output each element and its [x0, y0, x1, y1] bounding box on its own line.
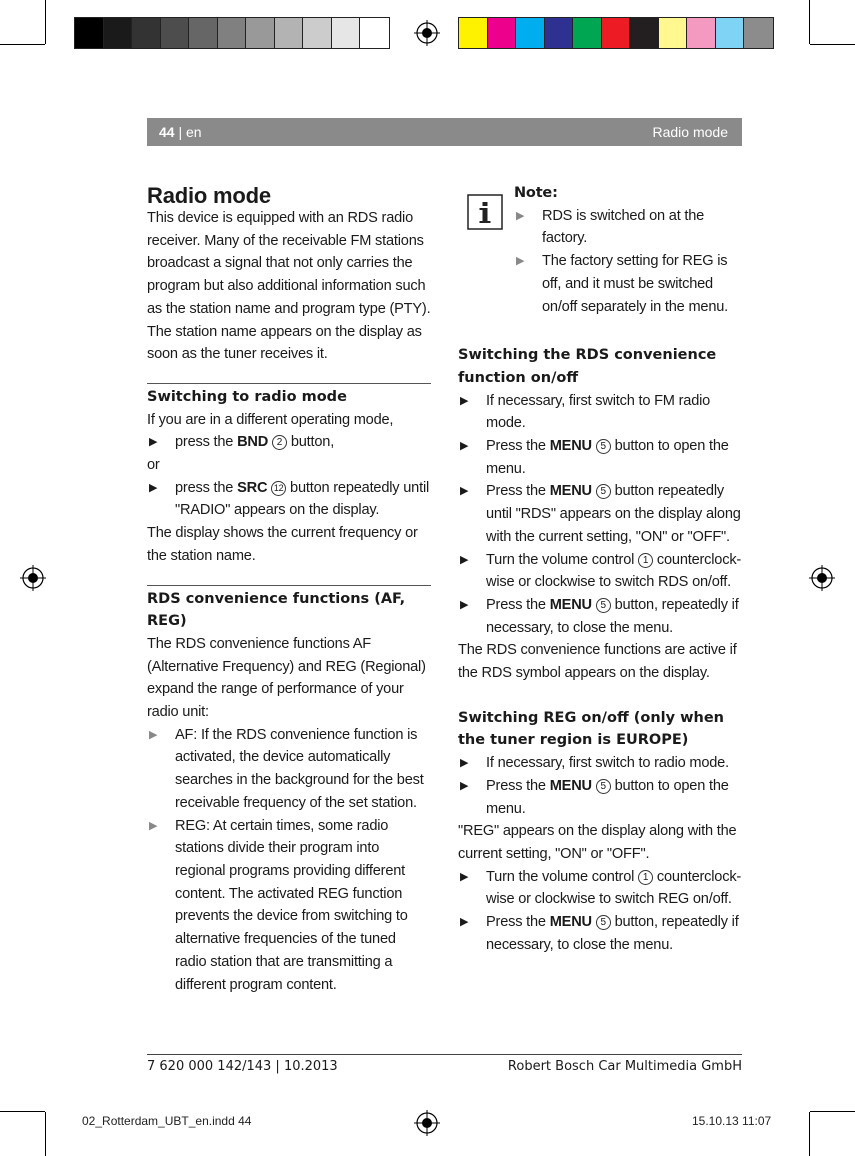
crop-mark [45, 0, 46, 44]
control-number-badge: 1 [638, 870, 653, 885]
crop-mark [0, 44, 45, 45]
file-slug: 02_Rotterdam_UBT_en.indd 44 [82, 1114, 252, 1128]
page-footer [147, 1054, 742, 1074]
color-swatch [488, 18, 517, 48]
crop-mark [809, 0, 810, 44]
paragraph: or [147, 457, 160, 474]
color-swatch [459, 18, 488, 48]
color-swatch [744, 18, 773, 48]
control-number-badge: 2 [272, 435, 287, 450]
triangle-bullet-icon: ▶ [460, 779, 469, 792]
crop-mark [809, 1112, 810, 1156]
control-number-badge: 12 [271, 481, 286, 496]
page-header [147, 118, 742, 146]
control-number-badge: 5 [596, 915, 611, 930]
color-swatch [189, 18, 218, 48]
paragraph: "REG" appears on the display along with the current setting, "ON" or "OFF". [458, 823, 737, 862]
section-heading-rds-functions: RDS convenience functions (AF, REG) [147, 590, 406, 630]
triangle-bullet-icon: ▶ [149, 819, 158, 832]
paragraph: The RDS convenience functions are active if the RDS symbol appears on the display. [458, 642, 737, 682]
left-column [147, 182, 431, 996]
color-swatch [602, 18, 631, 48]
triangle-bullet-icon: ▶ [149, 728, 158, 741]
control-number-badge: 5 [596, 484, 611, 499]
info-icon [467, 194, 503, 230]
triangle-bullet-icon: ▶ [516, 209, 525, 222]
instruction-step: ▶ Turn the volume control 1 counterclock-wise or clockwise to switch REG on/off. [458, 866, 742, 911]
color-swatch [573, 18, 602, 48]
list-item: ▶ AF: If the RDS convenience function is activated, the device automatically searches in the background for the best receivable frequency of the set station. [147, 724, 431, 815]
crop-mark [0, 1111, 45, 1112]
instruction-step: ▶ Press the MENU 5 button to open the menu. [458, 435, 742, 480]
paragraph: The RDS convenience functions AF (Alternative Frequency) and REG (Regional) expand the range of performance of your radio unit: [147, 635, 426, 721]
color-swatch [246, 18, 275, 48]
company-name: Robert Bosch Car Multimedia GmbH [507, 1059, 742, 1074]
triangle-bullet-icon: ▶ [149, 436, 158, 449]
triangle-bullet-icon: ▶ [460, 553, 469, 566]
color-swatch [161, 18, 190, 48]
crop-mark [45, 1112, 46, 1156]
section-heading-reg-onoff: Switching REG on/off (only when the tuner region is EUROPE) [458, 709, 724, 749]
registration-mark-icon [414, 20, 440, 46]
triangle-bullet-icon: ▶ [460, 870, 469, 883]
registration-mark-icon [414, 1110, 440, 1136]
triangle-bullet-icon: ▶ [460, 598, 469, 611]
right-column [458, 182, 742, 957]
color-swatch [275, 18, 304, 48]
instruction-step: ▶ If necessary, first switch to radio mode. [458, 752, 742, 775]
color-swatch [659, 18, 688, 48]
color-swatch [303, 18, 332, 48]
color-swatch [75, 18, 104, 48]
triangle-bullet-icon: ▶ [460, 440, 469, 453]
control-number-badge: 1 [638, 553, 653, 568]
registration-mark-icon [20, 565, 46, 591]
document-number: 7 620 000 142/143 | 10.2013 [147, 1059, 338, 1074]
triangle-bullet-icon: ▶ [460, 485, 469, 498]
color-swatch [132, 18, 161, 48]
instruction-step: ▶ Press the MENU 5 button to open the menu. [458, 775, 742, 820]
page-number: 44 | en [159, 124, 202, 140]
triangle-bullet-icon: ▶ [460, 394, 469, 407]
color-swatch [545, 18, 574, 48]
paragraph: If you are in a different operating mode, [147, 411, 394, 428]
instruction-step: ▶ Press the MENU 5 button, repeatedly if necessary, to close the menu. [458, 911, 742, 956]
page-title: Radio mode [147, 183, 271, 208]
section-heading-switching-radio: Switching to radio mode [147, 388, 347, 405]
control-number-badge: 5 [596, 598, 611, 613]
color-swatch [687, 18, 716, 48]
intro-paragraph: This device is equipped with an RDS radio receiver. Many of the receivable FM stations broadcast a signal that not only carries the program but also additional information such as the station name and program type (PTY). The station name appears on the display as soon as the tuner receives it. [147, 210, 431, 363]
crop-mark [810, 44, 855, 45]
triangle-bullet-icon: ▶ [460, 916, 469, 929]
color-swatch [516, 18, 545, 48]
triangle-bullet-icon: ▶ [516, 255, 525, 268]
triangle-bullet-icon: ▶ [149, 481, 158, 494]
process-color-bars [458, 17, 774, 49]
list-item: ▶ REG: At certain times, some radio stations divide their program into regional programs providing different content. The activated REG function prevents the device from switching to alternative frequencies of the tuned radio station that are transmitting a different program content. [147, 815, 431, 997]
instruction-step: ▶ Press the MENU 5 button, repeatedly if necessary, to close the menu. [458, 594, 742, 639]
list-item: ▶ The factory setting for REG is off, and it must be switched on/off separately in the menu. [514, 250, 742, 318]
note-title: Note: [514, 185, 558, 201]
instruction-step: ▶ press the BND 2 button, [147, 431, 431, 454]
grayscale-color-bars [74, 17, 390, 49]
color-swatch [360, 18, 389, 48]
color-swatch [104, 18, 133, 48]
section-title: Radio mode [652, 124, 728, 140]
note-box [458, 182, 742, 318]
instruction-step: ▶ Turn the volume control 1 counterclock-wise or clockwise to switch RDS on/off. [458, 549, 742, 594]
list-item: ▶ RDS is switched on at the factory. [514, 205, 742, 250]
color-swatch [332, 18, 361, 48]
registration-mark-icon [809, 565, 835, 591]
instruction-step: ▶ Press the MENU 5 button repeatedly until "RDS" appears on the display along with the current setting, "ON" or "OFF". [458, 480, 742, 548]
control-number-badge: 5 [596, 439, 611, 454]
control-number-badge: 5 [596, 779, 611, 794]
color-swatch [218, 18, 247, 48]
instruction-step: ▶ press the SRC 12 button repeatedly until "RADIO" appears on the display. [147, 477, 431, 522]
triangle-bullet-icon: ▶ [460, 757, 469, 770]
crop-mark [810, 1111, 855, 1112]
paragraph: The display shows the current frequency or the station name. [147, 525, 418, 564]
color-swatch [716, 18, 745, 48]
color-swatch [630, 18, 659, 48]
instruction-step: ▶ If necessary, first switch to FM radio mode. [458, 390, 742, 435]
date-slug: 15.10.13 11:07 [692, 1114, 772, 1128]
section-heading-rds-onoff: Switching the RDS convenience function on/off [458, 347, 717, 386]
